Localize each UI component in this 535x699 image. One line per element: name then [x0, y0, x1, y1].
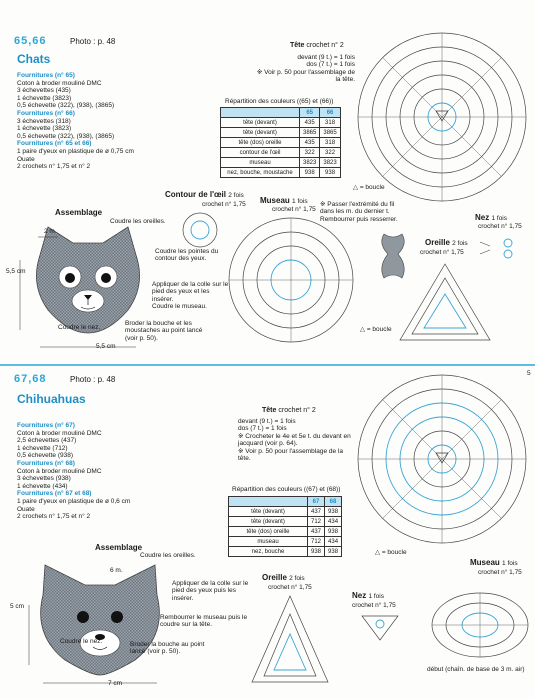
head-instruction-line: dos (7 t.) = 1 fois	[238, 425, 287, 433]
table-cell: 434	[325, 517, 342, 527]
table-cell: 322	[300, 148, 320, 158]
dog-note-stuff: Rembourrer le museau puis le coudre sur la tête.	[160, 614, 248, 629]
table-row	[221, 128, 341, 138]
eye-outline-chart	[180, 210, 220, 250]
supply-line: 1 échevette (712)	[17, 444, 68, 452]
table-cell: 712	[308, 517, 325, 527]
dog-ear-title: Oreille	[262, 573, 287, 582]
section1-assembly-title: Assemblage	[55, 208, 103, 217]
supply-line: Fournitures (n° 68)	[17, 459, 75, 467]
dog-nose-count: 1 fois	[368, 593, 385, 600]
table-header-cell: 68	[325, 497, 342, 507]
head-instruction-line: ※ Crocheter le 4e et 5e t. du devant en jacquard (voir p. 64).	[238, 432, 351, 448]
dog-note-mouth: Broder la bouche au point lancé (voir p. 50).	[130, 641, 205, 656]
muzzle-chart	[226, 215, 356, 345]
table-cell: 938	[308, 547, 325, 557]
section1-legend2: △ = boucle	[360, 326, 392, 333]
muzzle-heading	[260, 196, 308, 205]
dog-muzzle-start: début (chaîn. de base de 3 m. air)	[427, 666, 525, 673]
dog-muzzle-title: Museau	[470, 558, 500, 567]
dog-ear-count: 2 fois	[289, 575, 305, 582]
page-number: 5	[527, 370, 531, 377]
table-cell: 318	[320, 118, 340, 128]
supply-line: 1 paire d'yeux en plastique de ø 0,75 cm	[17, 147, 134, 155]
dog-head-hook: crochet n° 2	[278, 407, 316, 414]
muzzle-title: Museau	[260, 196, 290, 205]
table-header-cell: 67	[308, 497, 325, 507]
table-header-cell: 65	[300, 108, 320, 118]
table-row	[229, 527, 342, 537]
table-row	[229, 517, 342, 527]
dog-dim-top: 6 m.	[110, 567, 123, 574]
table-cell: 938	[320, 168, 340, 178]
table-cell: 322	[320, 148, 340, 158]
table-cell: tête (dos) oreille	[229, 527, 308, 537]
supply-line: 1 paire d'yeux en plastique de ø 0,6 cm	[17, 497, 131, 505]
dog-ear-hook: crochet n° 1,75	[268, 584, 312, 591]
table-cell: tête (devant)	[229, 517, 308, 527]
supply-line: Fournitures (n° 67 et 68)	[17, 490, 92, 498]
dog-ear-chart	[250, 592, 330, 687]
supply-line: Fournitures (n° 65 et 66)	[17, 140, 92, 148]
section2-legend-text: = boucle	[381, 549, 407, 556]
muzzle-count: 1 fois	[292, 198, 308, 205]
table-cell: 3865	[300, 128, 320, 138]
cat-note-muzzle: Coudre le museau.	[152, 303, 207, 310]
ear-count: 2 fois	[452, 240, 468, 247]
table-cell: 318	[320, 138, 340, 148]
section2-table-title: Répartition des couleurs ((67) et (68))	[232, 486, 341, 493]
table-cell: nez, bouche, moustache	[221, 168, 300, 178]
dog-muzzle-hook: crochet n° 1,75	[478, 569, 522, 576]
dog-nose-heading	[352, 591, 384, 600]
section2-color-table	[228, 496, 342, 557]
section1-legend2-text: = boucle	[366, 326, 392, 333]
supply-line: Ouate	[17, 155, 35, 163]
dog-nose-title: Nez	[352, 591, 367, 600]
supply-line: 0,5 échevette (938)	[17, 452, 74, 460]
cat-note-ears: Coudre les oreilles.	[110, 218, 166, 225]
supply-line: Fournitures (n° 67)	[17, 422, 75, 429]
table-cell: 3865	[320, 128, 340, 138]
section-divider	[0, 364, 535, 366]
supply-line: 1 échevette (3823)	[17, 125, 72, 133]
cat-head-lines	[255, 54, 355, 84]
ear-hook: crochet n° 1,75	[420, 249, 464, 256]
table-header-row	[229, 497, 342, 507]
dog-muzzle-count: 1 fois	[502, 560, 518, 567]
supply-line: 1 échevette (3823)	[17, 94, 72, 102]
dog-note-ears: Coudre les oreilles.	[140, 552, 196, 559]
table-row	[221, 138, 341, 148]
section2-assembly-title: Assemblage	[95, 543, 143, 552]
supply-line: Coton à broder mouliné DMC	[17, 467, 102, 475]
dog-note-glue: Appliquer de la colle sur le pied des yeux puis les insérer.	[172, 580, 249, 602]
table-row	[229, 547, 342, 557]
section1-color-table	[220, 107, 341, 178]
cat-note-nose: Coudre le nez.	[58, 324, 101, 331]
nose-title: Nez	[475, 213, 490, 222]
table-cell: contour de l'œil	[221, 148, 300, 158]
dog-muzzle-chart	[430, 580, 530, 660]
dog-ear-heading	[262, 573, 305, 582]
eye-outline-title: Contour de l'œil	[165, 190, 227, 199]
table-cell: tête (devant)	[229, 507, 308, 517]
table-cell: 3823	[320, 158, 340, 168]
cat-note-mouth: Broder la bouche et les moustaches au point lancé (voir p. 50).	[125, 320, 203, 342]
ear-heading	[425, 238, 468, 247]
ear-title: Oreille	[425, 238, 450, 247]
cat-head-heading	[290, 42, 344, 49]
supply-line: 2,5 échevettes (437)	[17, 437, 77, 445]
supply-line: 2 crochets n° 1,75 et n° 2	[17, 513, 91, 521]
supply-line: Fournitures (n° 66)	[17, 109, 75, 117]
table-row	[229, 537, 342, 547]
cat-note-points: Coudre les pointes du contour des yeux.	[155, 248, 219, 263]
table-header-row	[221, 108, 341, 118]
head-instruction-line: ※ Voir p. 50 pour l'assemblage de la tête.	[256, 68, 355, 84]
table-row	[221, 118, 341, 128]
table-cell: 434	[325, 537, 342, 547]
section1-title: Chats	[17, 52, 51, 66]
section1-photo-ref: Photo : p. 48	[70, 37, 116, 46]
dog-head-lines	[238, 418, 356, 462]
supply-line: 3 échevettes (938)	[17, 475, 71, 483]
dog-dim-bottom: 7 cm	[108, 680, 123, 687]
table-header-cell: 66	[320, 108, 340, 118]
table-row	[221, 168, 341, 178]
cat-head-chart	[355, 30, 530, 205]
table-cell: 437	[308, 507, 325, 517]
nose-heading	[475, 213, 507, 222]
supply-line: Fournitures (n° 65)	[17, 72, 75, 79]
nose-count: 1 fois	[491, 215, 508, 222]
muzzle-hook: crochet n° 1,75	[272, 206, 316, 213]
table-cell: tête (devant)	[221, 118, 300, 128]
supply-line: 0,5 échevette (322), (938), (3865)	[17, 102, 115, 110]
table-header-cell	[221, 108, 300, 118]
table-row	[221, 148, 341, 158]
dog-note-nose: Coudre le nez.	[60, 638, 103, 645]
section1-table-title: Répartition des couleurs ((65) et (66))	[225, 98, 334, 105]
table-cell: 437	[308, 527, 325, 537]
head-instruction-line: ※ Voir p. 50 pour l'assemblage de la tête.	[238, 447, 343, 463]
supply-line: 2 crochets n° 1,75 et n° 2	[17, 163, 91, 171]
dog-head-heading	[262, 407, 316, 414]
nose-hook: crochet n° 1,75	[478, 223, 522, 230]
table-row	[229, 507, 342, 517]
table-cell: 938	[325, 507, 342, 517]
cat-dim-side: 5,5 cm	[6, 268, 26, 275]
head-instruction-line: devant (9 t.) = 1 fois	[238, 418, 296, 425]
dog-head-chart	[355, 372, 530, 547]
table-cell: 938	[325, 527, 342, 537]
supply-line: Coton à broder mouliné DMC	[17, 429, 102, 437]
section2-legend: △ = boucle	[375, 549, 407, 556]
table-row	[221, 158, 341, 168]
section2-photo-ref: Photo : p. 48	[70, 375, 116, 384]
head-instruction-line: dos (7 t.) = 1 fois	[306, 61, 355, 69]
section1-supplies	[17, 72, 207, 171]
dog-head-title: Tête	[262, 407, 277, 414]
cat-note-glue: Appliquer de la colle sur le pied des yeux et les insérer.	[152, 281, 229, 303]
table-cell: 938	[300, 168, 320, 178]
table-cell: 435	[300, 118, 320, 128]
supply-line: 3 échevettes (435)	[17, 87, 71, 95]
eye-outline-hook: crochet n° 1,75	[202, 201, 246, 208]
section2-number: 67,68	[14, 373, 47, 385]
supply-line: 0,5 échevette (322), (938), (3865)	[17, 132, 115, 140]
cat-head-hook: crochet n° 2	[306, 42, 344, 49]
table-cell: tête (dos) oreille	[221, 138, 300, 148]
supply-line: Ouate	[17, 505, 35, 513]
dog-muzzle-heading	[470, 558, 518, 567]
cat-dim-top: 2 m.	[44, 228, 57, 235]
cat-head-title: Tête	[290, 42, 305, 49]
table-cell: 712	[308, 537, 325, 547]
table-cell: museau	[229, 537, 308, 547]
ear-chart	[398, 260, 493, 342]
section1-legend-text: = boucle	[359, 184, 385, 191]
dog-dim-side: 5 cm	[10, 603, 25, 610]
cat-dim-bottom: 5,5 cm	[96, 343, 116, 350]
table-cell: nez, bouche	[229, 547, 308, 557]
table-cell: 435	[300, 138, 320, 148]
dog-nose-hook: crochet n° 1,75	[352, 602, 396, 609]
eye-outline-heading	[165, 190, 244, 199]
section1-number: 65,66	[14, 35, 47, 47]
dog-nose-chart	[360, 612, 400, 642]
supply-line: 1 échevette (434)	[17, 482, 68, 490]
table-cell: museau	[221, 158, 300, 168]
section2-title: Chihuahuas	[17, 392, 86, 406]
supply-line: Coton à broder mouliné DMC	[17, 79, 102, 87]
supply-line: 3 échevettes (318)	[17, 117, 71, 125]
muzzle-note: ※ Passer l'extrémité du fil dans les m. du dernier t. Rembourrer puis resserrer.	[320, 201, 398, 223]
table-header-cell	[229, 497, 308, 507]
table-cell: 3823	[300, 158, 320, 168]
head-instruction-line: devant (9 t.) = 1 fois	[297, 54, 355, 61]
eye-outline-count: 2 fois	[228, 192, 244, 199]
section1-legend: △ = boucle	[353, 184, 385, 191]
table-cell: 938	[325, 547, 342, 557]
section2-supplies	[17, 422, 207, 521]
table-cell: tête (devant)	[221, 128, 300, 138]
